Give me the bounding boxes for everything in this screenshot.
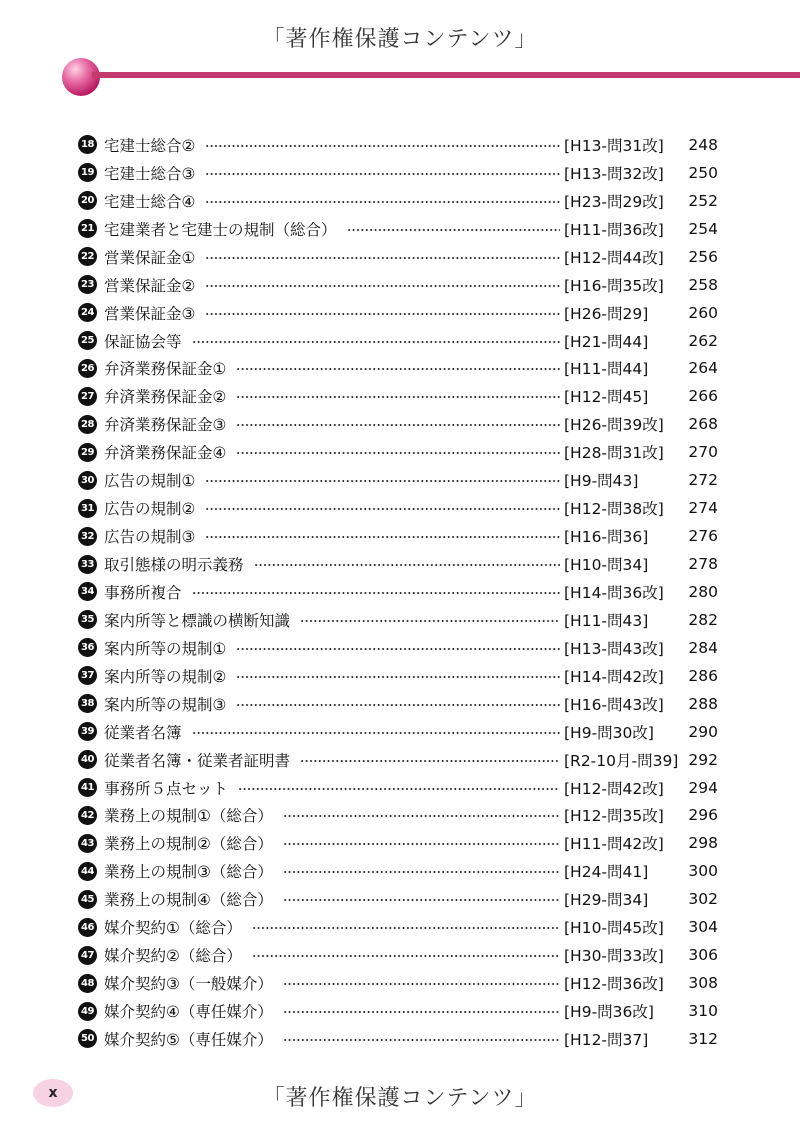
entry-number-badge: 32 bbox=[78, 527, 97, 546]
entry-title: 案内所等と標識の横断知識 bbox=[104, 611, 291, 630]
dot-leader bbox=[236, 424, 560, 426]
entry-title: 広告の規制① bbox=[104, 472, 196, 491]
entry-exam-reference: [H16-問35改] bbox=[564, 276, 664, 295]
entry-page-number: 272 bbox=[688, 471, 718, 490]
entry-page-number: 256 bbox=[688, 247, 718, 266]
entry-page-number: 260 bbox=[688, 303, 718, 322]
dot-leader bbox=[283, 1039, 560, 1041]
entry-page-number: 308 bbox=[688, 974, 718, 993]
entry-title: 広告の規制② bbox=[104, 500, 196, 519]
entry-number-badge: 31 bbox=[78, 499, 97, 518]
dot-leader bbox=[205, 508, 560, 510]
watermark-bottom: 「著作権保護コンテンツ」 bbox=[262, 1086, 538, 1111]
entry-title: 営業保証金① bbox=[104, 248, 196, 267]
entry-exam-reference: [H26-問39改] bbox=[564, 416, 664, 435]
entry-exam-reference: [H29-問34] bbox=[564, 891, 649, 910]
entry-exam-reference: [H11-問43] bbox=[564, 611, 649, 630]
toc-entry[interactable] bbox=[78, 410, 718, 438]
entry-title: 営業保証金② bbox=[104, 276, 196, 295]
entry-title: 媒介契約⑤（専任媒介） bbox=[104, 1030, 273, 1049]
entry-page-number: 274 bbox=[688, 499, 718, 518]
table-of-contents bbox=[78, 131, 718, 1053]
entry-number-badge: 39 bbox=[78, 722, 97, 741]
toc-entry[interactable] bbox=[78, 634, 718, 662]
toc-entry[interactable] bbox=[78, 941, 718, 969]
dot-leader bbox=[192, 341, 560, 343]
entry-exam-reference: [H9-問36改] bbox=[564, 1003, 654, 1022]
entry-title: 業務上の規制②（総合） bbox=[104, 835, 273, 854]
entry-page-number: 280 bbox=[688, 582, 718, 601]
dot-leader bbox=[205, 313, 560, 315]
toc-entry[interactable] bbox=[78, 438, 718, 466]
entry-number-badge: 45 bbox=[78, 890, 97, 909]
entry-exam-reference: [H30-問33改] bbox=[564, 947, 664, 966]
dot-leader bbox=[252, 927, 560, 929]
toc-entry[interactable] bbox=[78, 690, 718, 718]
toc-entry[interactable] bbox=[78, 327, 718, 355]
dot-leader bbox=[300, 760, 560, 762]
entry-exam-reference: [H12-問36改] bbox=[564, 975, 664, 994]
entry-exam-reference: [H12-問37] bbox=[564, 1030, 649, 1049]
entry-title: 媒介契約③（一般媒介） bbox=[104, 975, 273, 994]
entry-page-number: 268 bbox=[688, 415, 718, 434]
entry-page-number: 284 bbox=[688, 638, 718, 657]
toc-entry[interactable] bbox=[78, 1025, 718, 1053]
dot-leader bbox=[236, 676, 560, 678]
entry-title: 営業保証金③ bbox=[104, 304, 196, 323]
entry-exam-reference: [H12-問38改] bbox=[564, 500, 664, 519]
entry-title: 媒介契約④（専任媒介） bbox=[104, 1003, 273, 1022]
header-rule bbox=[92, 72, 800, 78]
entry-exam-reference: [H16-問43改] bbox=[564, 695, 664, 714]
entry-page-number: 304 bbox=[688, 918, 718, 937]
entry-number-badge: 25 bbox=[78, 331, 97, 350]
entry-title: 事務所５点セット bbox=[104, 779, 229, 798]
entry-page-number: 270 bbox=[688, 443, 718, 462]
toc-entry[interactable] bbox=[78, 857, 718, 885]
dot-leader bbox=[347, 229, 560, 231]
toc-entry[interactable] bbox=[78, 578, 718, 606]
entry-exam-reference: [H26-問29] bbox=[564, 304, 649, 323]
entry-number-badge: 36 bbox=[78, 638, 97, 657]
toc-entry[interactable] bbox=[78, 550, 718, 578]
entry-number-badge: 37 bbox=[78, 666, 97, 685]
entry-exam-reference: [H12-問45] bbox=[564, 388, 649, 407]
entry-number-badge: 50 bbox=[78, 1029, 97, 1048]
entry-title: 業務上の規制①（総合） bbox=[104, 807, 273, 826]
entry-exam-reference: [H10-問45改] bbox=[564, 919, 664, 938]
entry-exam-reference: [H11-問44] bbox=[564, 360, 649, 379]
entry-title: 媒介契約①（総合） bbox=[104, 919, 242, 938]
entry-page-number: 312 bbox=[688, 1029, 718, 1048]
entry-number-badge: 21 bbox=[78, 219, 97, 238]
entry-number-badge: 38 bbox=[78, 694, 97, 713]
watermark-top: 「著作権保護コンテンツ」 bbox=[262, 27, 538, 52]
entry-title: 弁済業務保証金④ bbox=[104, 444, 227, 463]
toc-entry[interactable] bbox=[78, 913, 718, 941]
entry-page-number: 286 bbox=[688, 666, 718, 685]
toc-entry[interactable] bbox=[78, 802, 718, 830]
entry-title: 案内所等の規制③ bbox=[104, 695, 227, 714]
entry-exam-reference: [H9-問43] bbox=[564, 472, 639, 491]
entry-exam-reference: [H21-問44] bbox=[564, 332, 649, 351]
toc-entry[interactable] bbox=[78, 494, 718, 522]
dot-leader bbox=[192, 732, 560, 734]
entry-page-number: 276 bbox=[688, 527, 718, 546]
entry-exam-reference: [H13-問32改] bbox=[564, 164, 664, 183]
toc-entry[interactable] bbox=[78, 187, 718, 215]
entry-title: 弁済業務保証金② bbox=[104, 388, 227, 407]
toc-entry[interactable] bbox=[78, 159, 718, 187]
entry-page-number: 264 bbox=[688, 359, 718, 378]
entry-exam-reference: [R2-10月-問39] bbox=[564, 751, 679, 770]
toc-entry[interactable] bbox=[78, 466, 718, 494]
entry-number-badge: 27 bbox=[78, 387, 97, 406]
toc-entry[interactable] bbox=[78, 355, 718, 383]
entry-title: 宅建業者と宅建士の規制（総合） bbox=[104, 220, 337, 239]
entry-exam-reference: [H11-問42改] bbox=[564, 835, 664, 854]
entry-exam-reference: [H24-問41] bbox=[564, 863, 649, 882]
entry-number-badge: 48 bbox=[78, 974, 97, 993]
entry-exam-reference: [H10-問34] bbox=[564, 556, 649, 575]
entry-number-badge: 33 bbox=[78, 555, 97, 574]
entry-title: 弁済業務保証金③ bbox=[104, 416, 227, 435]
entry-page-number: 300 bbox=[688, 862, 718, 881]
dot-leader bbox=[283, 983, 560, 985]
entry-exam-reference: [H14-問42改] bbox=[564, 667, 664, 686]
entry-title: 取引態様の明示義務 bbox=[104, 556, 244, 575]
entry-number-badge: 47 bbox=[78, 946, 97, 965]
entry-exam-reference: [H13-問43改] bbox=[564, 639, 664, 658]
page-number-badge: x bbox=[33, 1079, 73, 1107]
toc-entry[interactable] bbox=[78, 299, 718, 327]
entry-number-badge: 22 bbox=[78, 247, 97, 266]
entry-page-number: 302 bbox=[688, 890, 718, 909]
entry-exam-reference: [H14-問36改] bbox=[564, 583, 664, 602]
entry-title: 広告の規制③ bbox=[104, 528, 196, 547]
dot-leader bbox=[283, 1011, 560, 1013]
entry-page-number: 306 bbox=[688, 946, 718, 965]
entry-number-badge: 29 bbox=[78, 443, 97, 462]
toc-entry[interactable] bbox=[78, 271, 718, 299]
dot-leader bbox=[205, 145, 560, 147]
entry-exam-reference: [H12-問42改] bbox=[564, 779, 664, 798]
dot-leader bbox=[236, 368, 560, 370]
entry-page-number: 258 bbox=[688, 275, 718, 294]
entry-number-badge: 19 bbox=[78, 163, 97, 182]
entry-title: 宅建士総合② bbox=[104, 136, 196, 155]
dot-leader bbox=[205, 480, 560, 482]
toc-entry[interactable] bbox=[78, 746, 718, 774]
toc-entry[interactable] bbox=[78, 718, 718, 746]
dot-leader bbox=[205, 285, 560, 287]
dot-leader bbox=[205, 201, 560, 203]
toc-entry[interactable] bbox=[78, 131, 718, 159]
entry-number-badge: 28 bbox=[78, 415, 97, 434]
entry-page-number: 266 bbox=[688, 387, 718, 406]
entry-title: 事務所複合 bbox=[104, 583, 182, 602]
toc-entry[interactable] bbox=[78, 606, 718, 634]
dot-leader bbox=[192, 592, 560, 594]
entry-title: 業務上の規制④（総合） bbox=[104, 891, 273, 910]
dot-leader bbox=[238, 788, 560, 790]
entry-page-number: 248 bbox=[688, 135, 718, 154]
entry-title: 従業者名簿・従業者証明書 bbox=[104, 751, 291, 770]
toc-entry[interactable] bbox=[78, 382, 718, 410]
entry-page-number: 254 bbox=[688, 219, 718, 238]
dot-leader bbox=[300, 620, 560, 622]
entry-title: 従業者名簿 bbox=[104, 723, 182, 742]
entry-number-badge: 24 bbox=[78, 303, 97, 322]
entry-page-number: 292 bbox=[688, 750, 718, 769]
entry-number-badge: 43 bbox=[78, 834, 97, 853]
dot-leader bbox=[236, 704, 560, 706]
toc-entry[interactable] bbox=[78, 243, 718, 271]
dot-leader bbox=[236, 648, 560, 650]
dot-leader bbox=[283, 871, 560, 873]
entry-exam-reference: [H9-問30改] bbox=[564, 723, 654, 742]
entry-exam-reference: [H28-問31改] bbox=[564, 444, 664, 463]
dot-leader bbox=[283, 843, 560, 845]
dot-leader bbox=[283, 815, 560, 817]
dot-leader bbox=[254, 564, 560, 566]
toc-entry[interactable] bbox=[78, 662, 718, 690]
entry-exam-reference: [H23-問29改] bbox=[564, 192, 664, 211]
dot-leader bbox=[205, 257, 560, 259]
dot-leader bbox=[283, 899, 560, 901]
entry-exam-reference: [H16-問36] bbox=[564, 528, 649, 547]
dot-leader bbox=[205, 536, 560, 538]
entry-page-number: 278 bbox=[688, 555, 718, 574]
entry-number-badge: 44 bbox=[78, 862, 97, 881]
entry-page-number: 252 bbox=[688, 191, 718, 210]
entry-page-number: 294 bbox=[688, 778, 718, 797]
toc-entry[interactable] bbox=[78, 215, 718, 243]
dot-leader bbox=[236, 452, 560, 454]
entry-title: 案内所等の規制① bbox=[104, 639, 227, 658]
entry-number-badge: 23 bbox=[78, 275, 97, 294]
toc-entry[interactable] bbox=[78, 969, 718, 997]
entry-page-number: 282 bbox=[688, 610, 718, 629]
entry-number-badge: 26 bbox=[78, 359, 97, 378]
entry-title: 保証協会等 bbox=[104, 332, 182, 351]
dot-leader bbox=[252, 955, 560, 957]
entry-title: 宅建士総合④ bbox=[104, 192, 196, 211]
toc-entry[interactable] bbox=[78, 774, 718, 802]
entry-title: 案内所等の規制② bbox=[104, 667, 227, 686]
entry-page-number: 288 bbox=[688, 694, 718, 713]
entry-page-number: 298 bbox=[688, 834, 718, 853]
entry-number-badge: 46 bbox=[78, 918, 97, 937]
entry-exam-reference: [H12-問35改] bbox=[564, 807, 664, 826]
entry-number-badge: 18 bbox=[78, 135, 97, 154]
entry-exam-reference: [H12-問44改] bbox=[564, 248, 664, 267]
entry-title: 宅建士総合③ bbox=[104, 164, 196, 183]
entry-number-badge: 20 bbox=[78, 191, 97, 210]
entry-title: 弁済業務保証金① bbox=[104, 360, 227, 379]
entry-title: 媒介契約②（総合） bbox=[104, 947, 242, 966]
toc-entry[interactable] bbox=[78, 997, 718, 1025]
entry-page-number: 310 bbox=[688, 1002, 718, 1021]
toc-entry[interactable] bbox=[78, 522, 718, 550]
entry-number-badge: 41 bbox=[78, 778, 97, 797]
entry-number-badge: 42 bbox=[78, 806, 97, 825]
entry-number-badge: 30 bbox=[78, 471, 97, 490]
entry-number-badge: 40 bbox=[78, 750, 97, 769]
entry-page-number: 250 bbox=[688, 163, 718, 182]
entry-number-badge: 35 bbox=[78, 610, 97, 629]
entry-page-number: 290 bbox=[688, 722, 718, 741]
toc-entry[interactable] bbox=[78, 829, 718, 857]
entry-number-badge: 49 bbox=[78, 1002, 97, 1021]
entry-exam-reference: [H13-問31改] bbox=[564, 136, 664, 155]
entry-title: 業務上の規制③（総合） bbox=[104, 863, 273, 882]
dot-leader bbox=[205, 173, 560, 175]
entry-page-number: 296 bbox=[688, 806, 718, 825]
entry-page-number: 262 bbox=[688, 331, 718, 350]
dot-leader bbox=[236, 396, 560, 398]
entry-exam-reference: [H11-問36改] bbox=[564, 220, 664, 239]
entry-number-badge: 34 bbox=[78, 582, 97, 601]
toc-entry[interactable] bbox=[78, 885, 718, 913]
